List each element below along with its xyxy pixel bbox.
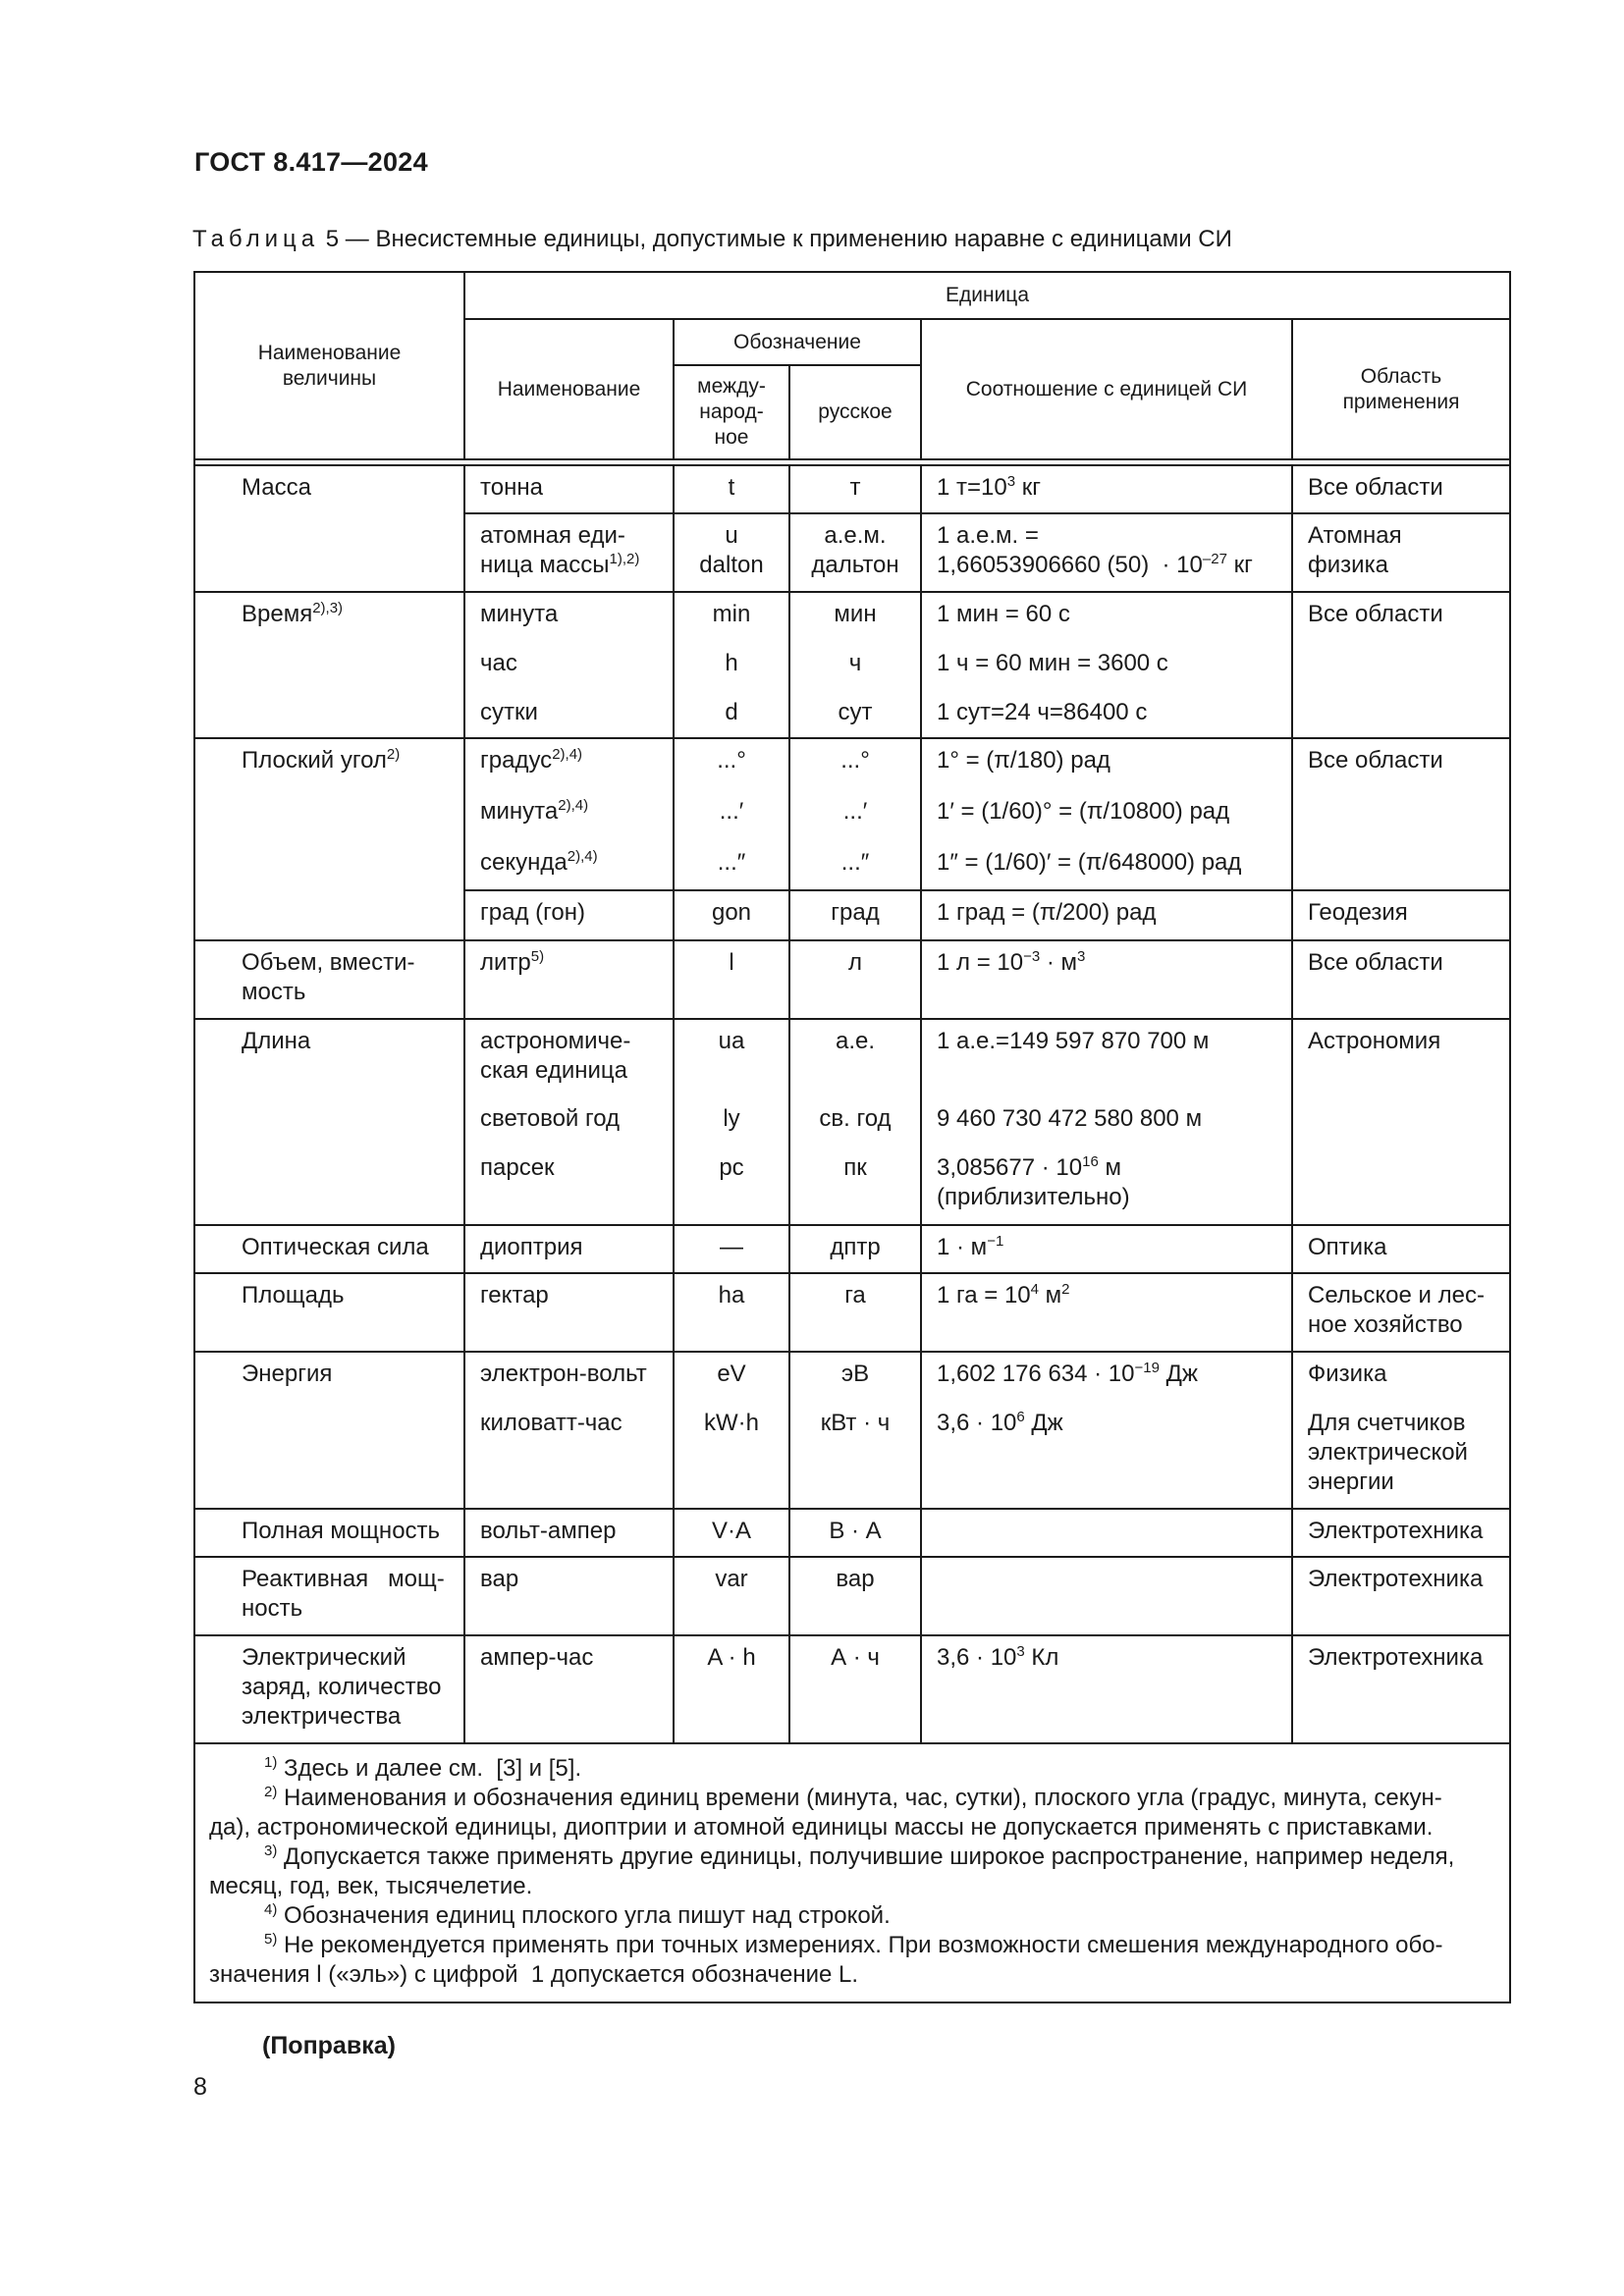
header-unit: Единица — [464, 272, 1510, 319]
energy-int: eV kW·h — [674, 1352, 789, 1509]
amu-application: Атомная физика — [1292, 513, 1510, 592]
footnote-1: $^{1)}$ Здесь и далее см. [3] и [5]. — [264, 1754, 582, 1782]
va-application: Электротехника — [1292, 1509, 1510, 1557]
va-int: V·A — [674, 1509, 789, 1557]
gon-application: Геодезия — [1292, 890, 1510, 940]
length-relation: 1 а.е.=149 597 870 700 м 9 460 730 472 580 800 м $3,085677 \cdot 10^{16}$ м (приблизительно) — [921, 1019, 1292, 1225]
row-optical-quantity: Оптическая сила — [194, 1225, 464, 1273]
length-rus: а.е. св. год пк — [789, 1019, 921, 1225]
header-unit-name: Наименование — [464, 319, 674, 459]
gon-int: gon — [674, 890, 789, 940]
header-application: Область применения — [1292, 319, 1510, 459]
amu-rus: а.е.м. дальтон — [789, 513, 921, 592]
header-designation: Обозначение — [674, 319, 921, 365]
row-length-quantity: Длина — [194, 1019, 464, 1225]
ah-name: ампер-час — [464, 1635, 674, 1743]
ah-int: A · h — [674, 1635, 789, 1743]
hectare-int: ha — [674, 1273, 789, 1352]
energy-application: Физика Для счетчиков электрической энергии — [1292, 1352, 1510, 1509]
amu-int: u dalton — [674, 513, 789, 592]
var-name: вар — [464, 1557, 674, 1635]
row-angle-quantity: Плоский угол$^{2)}$ — [194, 738, 464, 940]
time-rus: мин ч сут — [789, 592, 921, 738]
tonne-application: Все области — [1292, 465, 1510, 513]
diopter-int: — — [674, 1225, 789, 1273]
va-name: вольт-ампер — [464, 1509, 674, 1557]
units-table — [193, 271, 1511, 2003]
header-si-relation: Соотношение с единицей СИ — [921, 319, 1292, 459]
document-id: ГОСТ 8.417—2024 — [194, 147, 428, 177]
table-footnotes — [194, 1743, 1510, 2002]
ah-application: Электротехника — [1292, 1635, 1510, 1743]
angle-relation: 1° = (π/180) рад 1′ = (1/60)° = (π/10800) рад 1″ = (1/60)′ = (π/648000) рад — [921, 738, 1292, 890]
table-caption — [192, 226, 1232, 253]
hectare-name: гектар — [464, 1273, 674, 1352]
header-russian: русское — [789, 365, 921, 459]
header-quantity-name: Наименование величины — [194, 272, 464, 459]
row-volume-quantity: Объем, вмести- мость — [194, 940, 464, 1019]
hectare-rus: га — [789, 1273, 921, 1352]
page-number: 8 — [193, 2073, 207, 2101]
hour-name: час — [480, 650, 517, 676]
time-application: Все области — [1292, 592, 1510, 738]
energy-names: электрон-вольт киловатт-час — [464, 1352, 674, 1509]
litre-relation: 1 $л = 10^{-3} \cdot м^3$ — [921, 940, 1292, 1019]
footnote-5: $^{5)}$ Не рекомендуется применять при точных измерениях. При возможности смешения международного обо- значения l («эль») с цифрой 1 допускается обозначение L. — [209, 1931, 1443, 1988]
var-application: Электротехника — [1292, 1557, 1510, 1635]
footnote-4: $^{4)}$ Обозначения единиц плоского угла пишут над строкой. — [264, 1901, 891, 1929]
row-energy-quantity: Энергия — [194, 1352, 464, 1509]
row-charge-quantity: Электрический заряд, количество электричества — [194, 1635, 464, 1743]
var-relation — [921, 1557, 1292, 1635]
tonne-name: тонна — [464, 465, 674, 513]
gon-rus: град — [789, 890, 921, 940]
length-names: астрономиче- ская единица световой год парсек — [464, 1019, 674, 1225]
header-international: между- народ- ное — [674, 365, 789, 459]
tonne-int: t — [674, 465, 789, 513]
row-area-quantity: Площадь — [194, 1273, 464, 1352]
va-rus: В · А — [789, 1509, 921, 1557]
diopter-application: Оптика — [1292, 1225, 1510, 1273]
energy-relation: 1,602 176 $634 \cdot 10^{-19}$ Дж $3,6 \cdot 10^6$ Дж — [921, 1352, 1292, 1509]
footnote-2: $^{2)}$ Наименования и обозначения единиц времени (минута, час, сутки), плоского угла (градус, минута, секун- да), астрономической единицы, диоптрии и атомной единицы массы не допускается применять с приставками. — [209, 1784, 1442, 1841]
time-names — [464, 592, 674, 738]
row-time-quantity: Время$^{2),3)}$ — [194, 592, 464, 738]
ah-relation: $3,6 \cdot 10^3$ Кл — [921, 1635, 1292, 1743]
hectare-relation: 1 га = $10^4$ $м^2$ — [921, 1273, 1292, 1352]
gon-relation: 1 град = (π/200) рад — [921, 890, 1292, 940]
diopter-rus: дптр — [789, 1225, 921, 1273]
gon-name: град (гон) — [464, 890, 674, 940]
va-relation — [921, 1509, 1292, 1557]
time-relation: 1 мин = 60 с 1 ч = 60 мин = 3600 с 1 сут=24 ч=86400 с — [921, 592, 1292, 738]
length-application: Астрономия — [1292, 1019, 1510, 1225]
day-name: сутки — [480, 699, 538, 725]
diopter-relation: $1 \cdot м^{-1}$ — [921, 1225, 1292, 1273]
row-apparent-power-quantity: Полная мощность — [194, 1509, 464, 1557]
footnote-3: $^{3)}$ Допускается также применять другие единицы, получившие широкое распространение, например неделя, месяц, год, век, тысячелетие. — [209, 1842, 1455, 1899]
litre-application: Все области — [1292, 940, 1510, 1019]
row-mass-quantity: Масса — [194, 465, 464, 592]
correction-note: (Поправка) — [262, 2032, 396, 2059]
minute-name: минута — [480, 601, 559, 627]
amu-relation: 1 а.е.м. = 1,66053906660 $(50) \cdot 10^{-27}$ кг — [921, 513, 1292, 592]
diopter-name: диоптрия — [464, 1225, 674, 1273]
row-reactive-power-quantity: Реактивная мощ- ность — [194, 1557, 464, 1635]
table-caption-text: 5 — Внесистемные единицы, допустимые к применению наравне с единицами СИ — [325, 226, 1232, 252]
amu-name: атомная еди- ница массы$^{1),2)}$ — [464, 513, 674, 592]
angle-rus: ...° ...′ ...″ — [789, 738, 921, 890]
angle-application: Все области — [1292, 738, 1510, 890]
litre-rus: л — [789, 940, 921, 1019]
ah-rus: А · ч — [789, 1635, 921, 1743]
energy-rus: эВ кВт · ч — [789, 1352, 921, 1509]
angle-int: ...° ...′ ...″ — [674, 738, 789, 890]
tonne-rus: т — [789, 465, 921, 513]
table-caption-prefix: Таблица — [192, 226, 320, 252]
var-int: var — [674, 1557, 789, 1635]
angle-names: градус$^{2),4)}$ минута$^{2),4)}$ секунда$^{2),4)}$ — [464, 738, 674, 890]
tonne-relation: 1 $т=10^3$ кг — [921, 465, 1292, 513]
litre-name: литр$^{5)}$ — [464, 940, 674, 1019]
hectare-application: Сельское и лес- ное хозяйство — [1292, 1273, 1510, 1352]
time-int: min h d — [674, 592, 789, 738]
litre-int: l — [674, 940, 789, 1019]
length-int: ua ly pc — [674, 1019, 789, 1225]
var-rus: вар — [789, 1557, 921, 1635]
